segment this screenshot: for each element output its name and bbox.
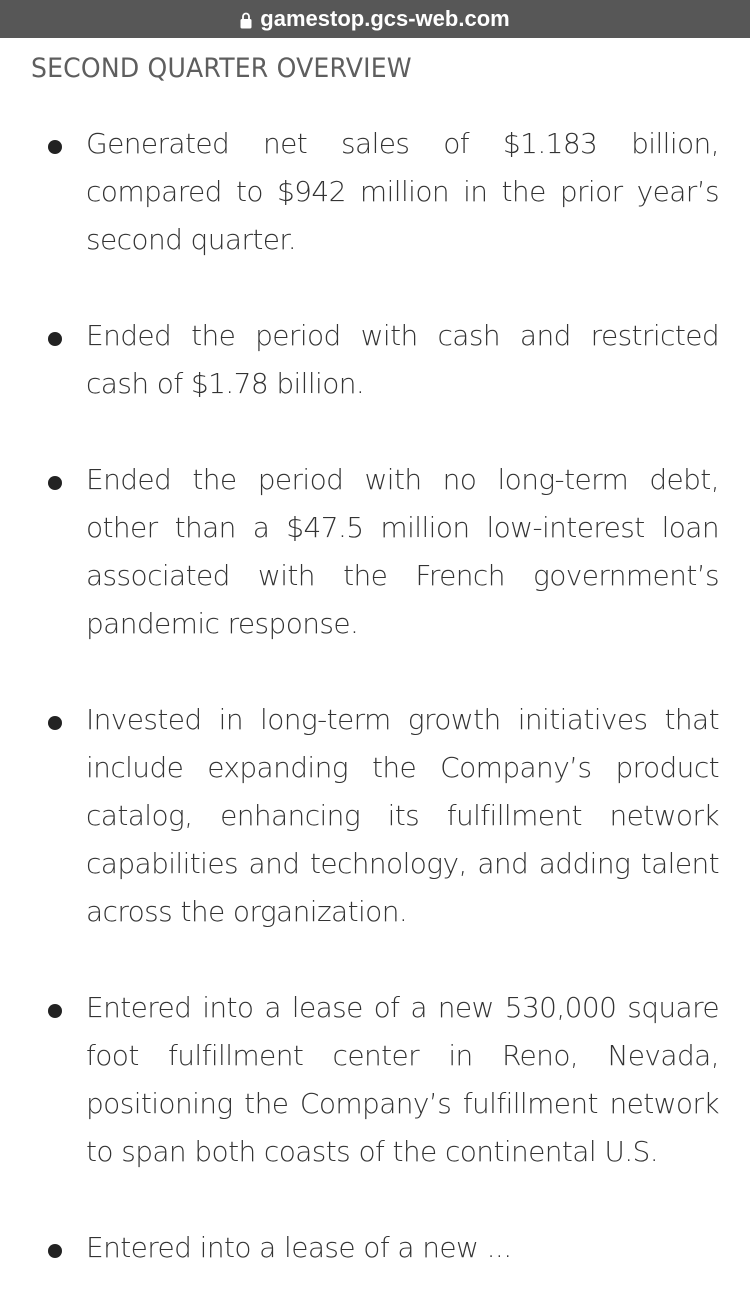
url-text: gamestop.gcs-web.com <box>260 6 510 31</box>
overview-list <box>31 120 719 1272</box>
list-item <box>31 456 719 648</box>
list-item-text: Ended the period with cash and restricted cash of $1.78 billion. <box>86 319 719 400</box>
list-item-text: Invested in long-term growth initiatives that include expanding the Company’s product catalog, enhancing its fulfillment network capabilities and technology, and adding talent across the organization. <box>86 703 719 928</box>
bullet-icon <box>48 1244 62 1258</box>
list-item <box>31 984 719 1176</box>
list-item-text: Entered into a lease of a new 530,000 square foot fulfillment center in Reno, Nevada, positioning the Company’s fulfillment network to span both coasts of the continental U.S. <box>86 991 719 1168</box>
bullet-icon <box>48 476 62 490</box>
list-item <box>31 696 719 936</box>
browser-url-bar[interactable] <box>0 0 750 38</box>
list-item-clipped <box>31 1224 719 1272</box>
page-title: SECOND QUARTER OVERVIEW <box>31 53 412 84</box>
list-item-text: Entered into a lease of a new ... <box>86 1231 512 1264</box>
lock-icon <box>240 12 252 29</box>
bullet-icon <box>48 332 62 346</box>
list-item-text: Generated net sales of $1.183 billion, compared to $942 million in the prior year’s second quarter. <box>86 127 719 256</box>
bullet-icon <box>48 716 62 730</box>
list-item <box>31 120 719 264</box>
list-item-text: Ended the period with no long-term debt, other than a $47.5 million low-interest loan associated with the French government’s pandemic response. <box>86 463 719 640</box>
bullet-icon <box>48 1004 62 1018</box>
bullet-icon <box>48 140 62 154</box>
list-item <box>31 312 719 408</box>
page-content <box>0 52 750 1272</box>
